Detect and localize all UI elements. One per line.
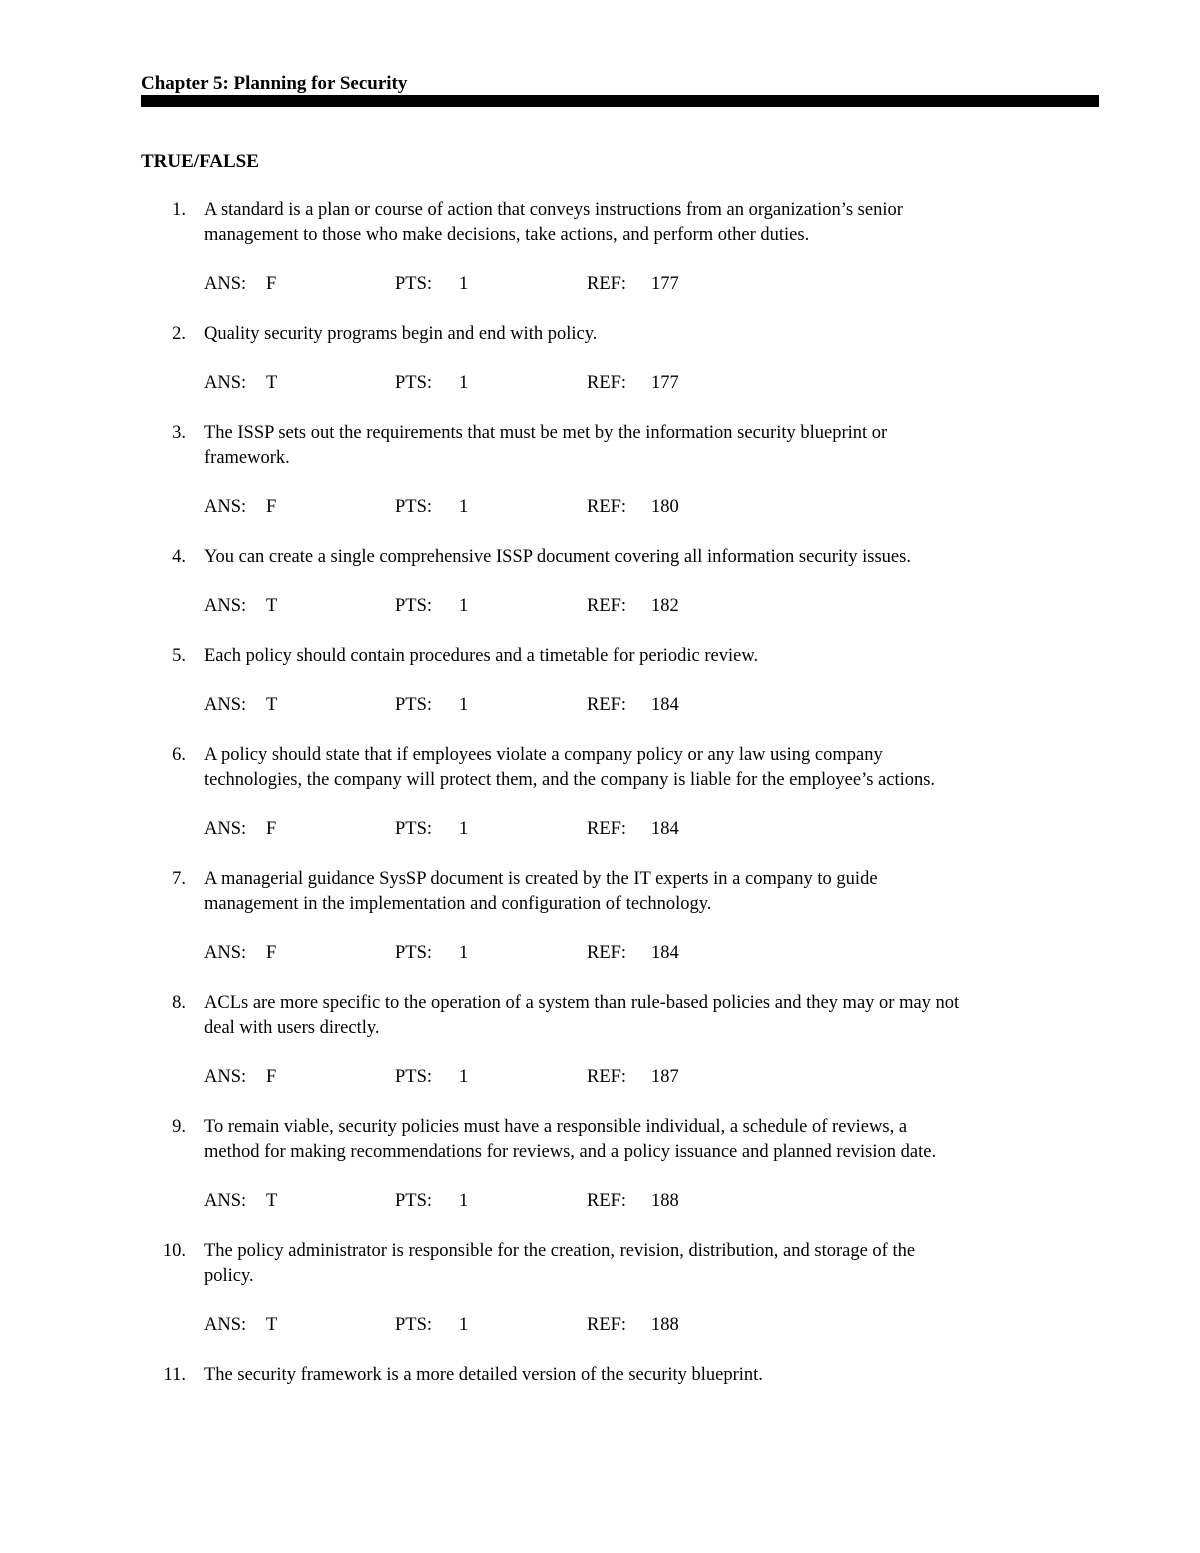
ans-label: ANS: bbox=[204, 274, 247, 294]
pts-value: 1 bbox=[459, 274, 469, 294]
ans-value: F bbox=[266, 1067, 277, 1087]
answer-row bbox=[0, 272, 1200, 297]
pts-value: 1 bbox=[459, 819, 469, 839]
question-text-line: management to those who make decisions, take actions, and perform other duties. bbox=[204, 225, 810, 245]
question-text-line: The security framework is a more detailed version of the security blueprint. bbox=[204, 1365, 763, 1385]
question-number: 8. bbox=[172, 993, 186, 1013]
ans-label: ANS: bbox=[204, 1067, 247, 1087]
question-text-line: framework. bbox=[204, 448, 290, 468]
question-text bbox=[204, 322, 1104, 347]
question-text-line: A policy should state that if employees violate a company policy or any law using company bbox=[204, 745, 883, 765]
answer-row bbox=[0, 371, 1200, 396]
answer-row bbox=[0, 1189, 1200, 1214]
question-number: 7. bbox=[172, 869, 186, 889]
pts-label: PTS: bbox=[395, 274, 433, 294]
question-number: 10. bbox=[162, 1241, 186, 1261]
answer-row bbox=[0, 693, 1200, 718]
pts-value: 1 bbox=[459, 1191, 469, 1211]
ans-label: ANS: bbox=[204, 819, 247, 839]
question-text bbox=[204, 1239, 1104, 1289]
ans-value: T bbox=[266, 1315, 278, 1335]
pts-label: PTS: bbox=[395, 1315, 433, 1335]
question-text bbox=[204, 198, 1104, 248]
ans-value: F bbox=[266, 819, 277, 839]
ref-value: 188 bbox=[651, 1315, 679, 1335]
question-text-line: method for making recommendations for reviews, and a policy issuance and planned revision date. bbox=[204, 1142, 937, 1162]
ref-value: 187 bbox=[651, 1067, 679, 1087]
ans-value: T bbox=[266, 373, 278, 393]
question-number: 3. bbox=[172, 423, 186, 443]
ans-label: ANS: bbox=[204, 373, 247, 393]
question-text-line: A standard is a plan or course of action that conveys instructions from an organization’s senior bbox=[204, 200, 903, 220]
pts-value: 1 bbox=[459, 1067, 469, 1087]
pts-value: 1 bbox=[459, 695, 469, 715]
question-text-line: You can create a single comprehensive ISSP document covering all information security issues. bbox=[204, 547, 911, 567]
question-text-line: To remain viable, security policies must have a responsible individual, a schedule of reviews, a bbox=[204, 1117, 908, 1137]
pts-label: PTS: bbox=[395, 373, 433, 393]
pts-label: PTS: bbox=[395, 596, 433, 616]
pts-value: 1 bbox=[459, 596, 469, 616]
question-text bbox=[204, 644, 1104, 669]
section-heading: TRUE/FALSE bbox=[141, 151, 259, 172]
answer-row bbox=[0, 1313, 1200, 1338]
pts-value: 1 bbox=[459, 497, 469, 517]
ref-value: 180 bbox=[651, 497, 679, 517]
pts-value: 1 bbox=[459, 1315, 469, 1335]
ref-label: REF: bbox=[587, 497, 627, 517]
question-text-line: deal with users directly. bbox=[204, 1018, 380, 1038]
answer-row bbox=[0, 594, 1200, 619]
ref-label: REF: bbox=[587, 1191, 627, 1211]
pts-label: PTS: bbox=[395, 1191, 433, 1211]
question-number: 11. bbox=[163, 1365, 186, 1385]
question-text-line: The policy administrator is responsible for the creation, revision, distribution, and storage of the bbox=[204, 1241, 916, 1261]
ans-label: ANS: bbox=[204, 1191, 247, 1211]
ref-value: 184 bbox=[651, 819, 679, 839]
ref-value: 184 bbox=[651, 943, 679, 963]
question-number: 5. bbox=[172, 646, 186, 666]
ref-label: REF: bbox=[587, 373, 627, 393]
ans-value: T bbox=[266, 1191, 278, 1211]
question-text bbox=[204, 421, 1104, 471]
ans-value: T bbox=[266, 695, 278, 715]
question-number: 1. bbox=[172, 200, 186, 220]
ref-label: REF: bbox=[587, 274, 627, 294]
question-number: 2. bbox=[172, 324, 186, 344]
question-text bbox=[204, 1363, 1104, 1388]
ans-label: ANS: bbox=[204, 695, 247, 715]
pts-value: 1 bbox=[459, 943, 469, 963]
question-number: 4. bbox=[172, 547, 186, 567]
question-text bbox=[204, 867, 1104, 917]
pts-label: PTS: bbox=[395, 497, 433, 517]
question-number: 9. bbox=[172, 1117, 186, 1137]
ref-value: 182 bbox=[651, 596, 679, 616]
ref-label: REF: bbox=[587, 596, 627, 616]
ref-value: 177 bbox=[651, 373, 679, 393]
pts-label: PTS: bbox=[395, 1067, 433, 1087]
question-number: 6. bbox=[172, 745, 186, 765]
question-text-line: Each policy should contain procedures and a timetable for periodic review. bbox=[204, 646, 759, 666]
pts-label: PTS: bbox=[395, 819, 433, 839]
question-text-line: A managerial guidance SysSP document is created by the IT experts in a company to guide bbox=[204, 869, 878, 889]
question-text bbox=[204, 1115, 1104, 1165]
answer-row bbox=[0, 495, 1200, 520]
ans-value: F bbox=[266, 497, 277, 517]
ans-label: ANS: bbox=[204, 497, 247, 517]
answer-row bbox=[0, 941, 1200, 966]
ref-value: 184 bbox=[651, 695, 679, 715]
answer-row bbox=[0, 1065, 1200, 1090]
ref-label: REF: bbox=[587, 1067, 627, 1087]
answer-row bbox=[0, 817, 1200, 842]
ans-label: ANS: bbox=[204, 1315, 247, 1335]
ref-value: 177 bbox=[651, 274, 679, 294]
ans-value: F bbox=[266, 274, 277, 294]
question-text bbox=[204, 991, 1104, 1041]
question-text-line: policy. bbox=[204, 1266, 254, 1286]
question-text-line: The ISSP sets out the requirements that must be met by the information security blueprint or bbox=[204, 423, 888, 443]
ref-label: REF: bbox=[587, 1315, 627, 1335]
question-text-line: technologies, the company will protect them, and the company is liable for the employee’s actions. bbox=[204, 770, 936, 790]
ref-label: REF: bbox=[587, 943, 627, 963]
ans-value: F bbox=[266, 943, 277, 963]
question-text bbox=[204, 743, 1104, 793]
pts-label: PTS: bbox=[395, 943, 433, 963]
question-text-line: Quality security programs begin and end with policy. bbox=[204, 324, 598, 344]
ans-label: ANS: bbox=[204, 943, 247, 963]
ans-value: T bbox=[266, 596, 278, 616]
pts-label: PTS: bbox=[395, 695, 433, 715]
pts-value: 1 bbox=[459, 373, 469, 393]
ref-value: 188 bbox=[651, 1191, 679, 1211]
chapter-title: Chapter 5: Planning for Security bbox=[141, 73, 408, 94]
ref-label: REF: bbox=[587, 819, 627, 839]
question-text-line: management in the implementation and configuration of technology. bbox=[204, 894, 712, 914]
ans-label: ANS: bbox=[204, 596, 247, 616]
question-text bbox=[204, 545, 1104, 570]
ref-label: REF: bbox=[587, 695, 627, 715]
question-text-line: ACLs are more specific to the operation of a system than rule-based policies and they may or may not bbox=[204, 993, 960, 1013]
